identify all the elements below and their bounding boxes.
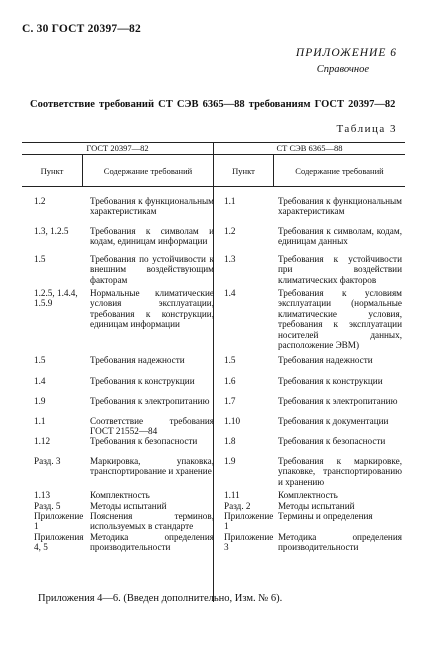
content-cell: Соответствие требования ГОСТ 21552—84 <box>90 416 214 437</box>
column-header-content-left: Содержание требований <box>103 166 193 176</box>
clause-cell: 1.4 <box>224 288 236 298</box>
appendix-title: ПРИЛОЖЕНИЕ 6 <box>295 47 397 59</box>
clause-cell: 1.1 <box>224 196 236 206</box>
column-header-clause-right: Пункт <box>232 166 255 176</box>
clause-cell: 1.10 <box>224 416 241 426</box>
clause-cell: 1.6 <box>224 376 236 386</box>
clause-cell: 1.5 <box>34 254 46 264</box>
clause-cell: 1.5 <box>224 355 236 365</box>
clause-cell: Разд. 2 <box>224 501 251 511</box>
clause-cell: Приложение 3 <box>224 532 274 553</box>
content-cell: Требования к устойчивости при воздействии климатических факторов <box>278 254 402 285</box>
clause-cell: 1.12 <box>34 436 51 446</box>
content-cell: Комплектность <box>278 490 338 500</box>
page-header: С. 30 ГОСТ 20397—82 <box>22 23 141 35</box>
content-cell: Требования к символам и кодам, единицам информации <box>90 226 214 247</box>
content-cell: Термины и определения <box>278 511 373 521</box>
clause-cell: 1.3 <box>224 254 236 264</box>
content-cell: Требования к конструкции <box>278 376 383 386</box>
clause-cell: 1.4 <box>34 376 46 386</box>
clause-cell: 1.2 <box>224 226 236 236</box>
content-cell: Требования к маркировке, упаковке, транспортированию и хранению <box>278 456 402 487</box>
appendix-subtitle: Справочное <box>316 64 369 75</box>
content-cell: Требования к электропитанию <box>90 396 210 406</box>
content-cell: Требования к функциональным характеристикам <box>278 196 402 217</box>
clause-cell: 1.8 <box>224 436 236 446</box>
content-cell: Пояснения терминов, используемых в стандарте <box>90 511 214 532</box>
content-cell: Комплектность <box>90 490 150 500</box>
clause-cell: 1.9 <box>224 456 236 466</box>
clause-cell: Разд. 5 <box>34 501 61 511</box>
content-cell: Методика определения производительности <box>278 532 402 553</box>
content-cell: Требования к условиям эксплуатации (нормальные климатические условия, требования к эксплуатации носителей данных, расположение ЭВМ) <box>278 288 402 351</box>
content-cell: Требования надежности <box>90 355 185 365</box>
content-cell: Требования к функциональным характеристикам <box>90 196 214 217</box>
clause-cell: Приложения 4, 5 <box>34 532 84 553</box>
content-cell: Нормальные климатические условия эксплуатации, требования к конструкции, единицам информации <box>90 288 214 330</box>
document-title: Соответствие требований СТ СЭВ 6365—88 требованиям ГОСТ 20397—82 <box>30 99 396 110</box>
column-header-clause-left: Пункт <box>40 166 64 176</box>
content-cell: Методы испытаний <box>90 501 167 511</box>
clause-cell: 1.11 <box>224 490 240 500</box>
table-label: Таблица 3 <box>336 123 397 135</box>
content-cell: Требования к документации <box>278 416 389 426</box>
clause-cell: 1.2.5, 1.4.4, 1.5.9 <box>34 288 78 309</box>
content-cell: Требования по устойчивости к внешним воздействующим факторам <box>90 254 214 285</box>
content-cell: Требования надежности <box>278 355 373 365</box>
clause-cell: 1.3, 1.2.5 <box>34 226 69 236</box>
content-cell: Требования к электропитанию <box>278 396 398 406</box>
content-cell: Методика определения производительности <box>90 532 214 553</box>
content-cell: Маркировка, упаковка, транспортирование и хранение <box>90 456 214 477</box>
group-header-gost: ГОСТ 20397—82 <box>86 143 149 153</box>
clause-cell: 1.13 <box>34 490 51 500</box>
clause-cell: 1.2 <box>34 196 46 206</box>
clause-cell: 1.1 <box>34 416 46 426</box>
group-header-st-sev: СТ СЭВ 6365—88 <box>276 143 343 153</box>
content-cell: Требования к конструкции <box>90 376 195 386</box>
clause-cell: Приложение 1 <box>224 511 274 532</box>
clause-cell: 1.5 <box>34 355 46 365</box>
clause-cell: Разд. 3 <box>34 456 61 466</box>
footnote: Приложения 4—6. (Введен дополнительно, Изм. № 6). <box>38 593 283 604</box>
clause-cell: 1.9 <box>34 396 46 406</box>
clause-cell: 1.7 <box>224 396 236 406</box>
clause-cell: Приложение 1 <box>34 511 84 532</box>
content-cell: Методы испытаний <box>278 501 355 511</box>
column-header-content-right: Содержание требований <box>295 166 384 176</box>
content-cell: Требования к безопасности <box>278 436 386 446</box>
content-cell: Требования к безопасности <box>90 436 198 446</box>
content-cell: Требования к символам, кодам, единицам данных <box>278 226 402 247</box>
